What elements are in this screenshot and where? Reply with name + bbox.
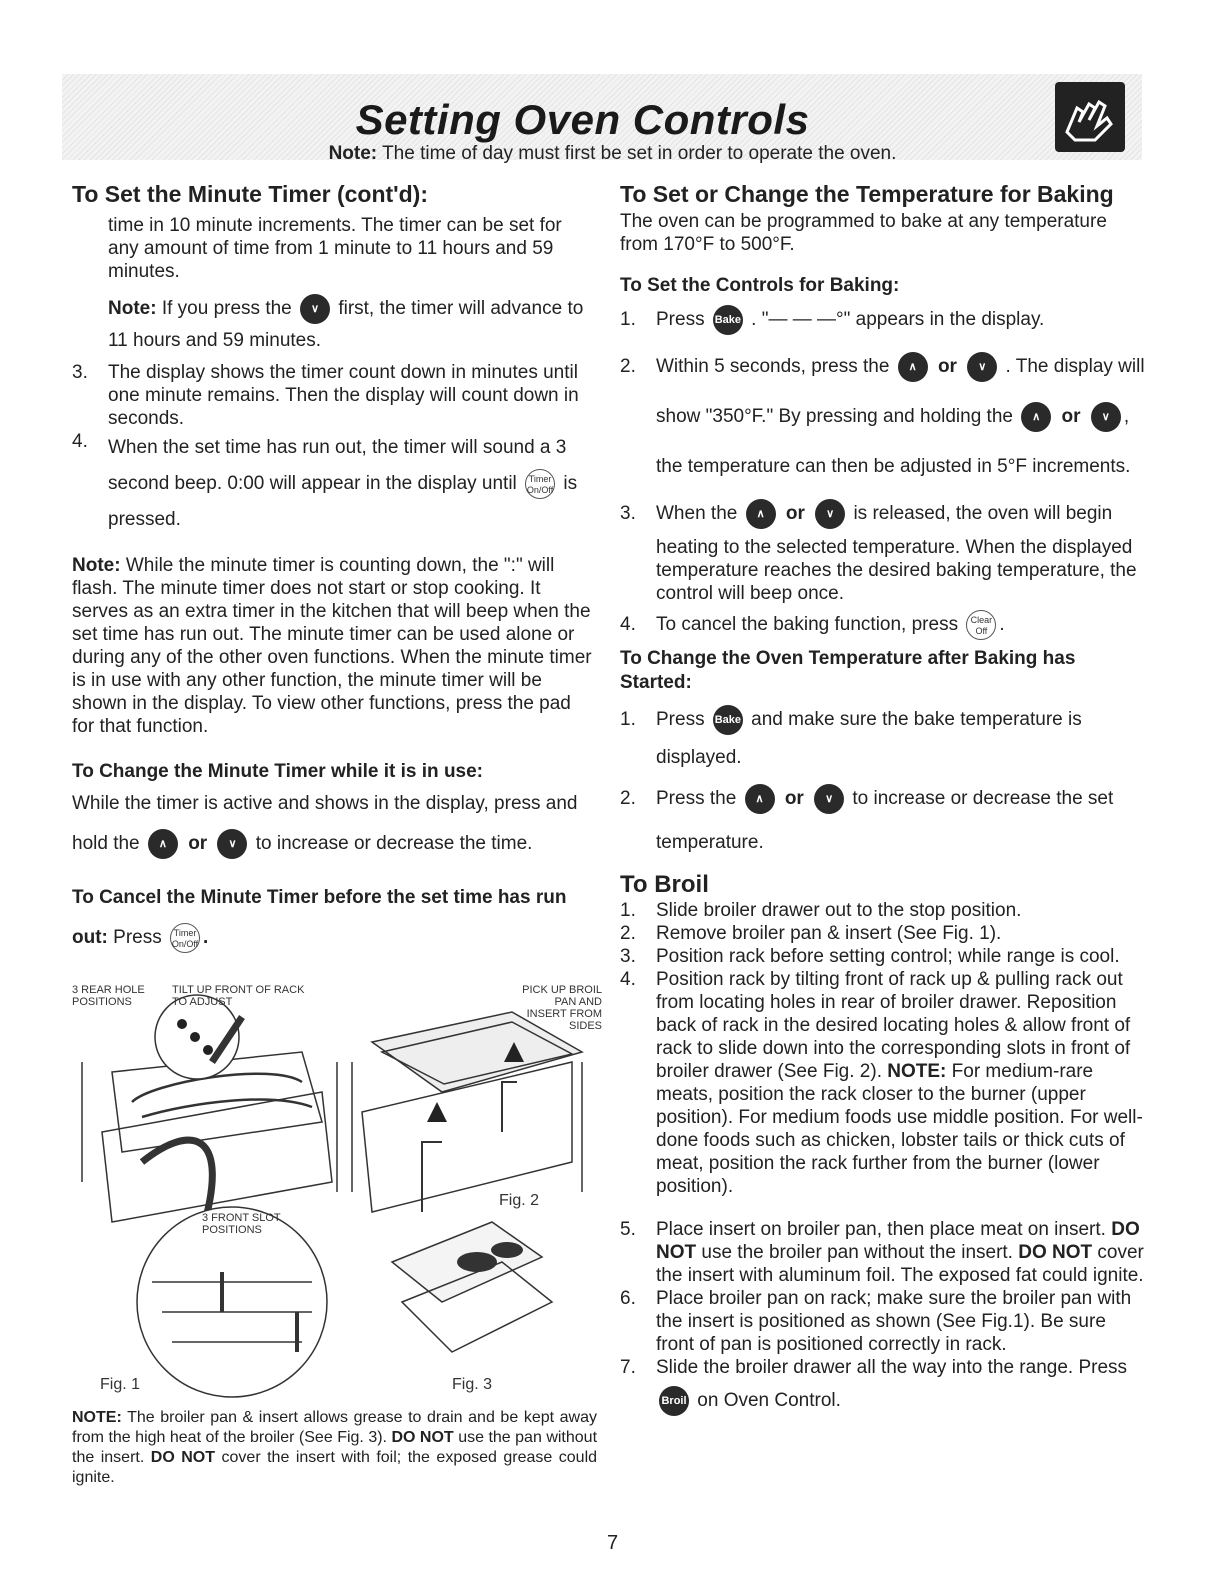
down-arrow-icon: ∨ <box>814 784 844 814</box>
list-item: 4. When the set time has run out, the timer will sound a 3 second beep. 0:00 will appear in the display until Timer On/Off is pressed. <box>72 431 578 530</box>
heading-change-oven-temp: To Change the Oven Temperature after Baking has Started: <box>620 648 1076 693</box>
heading-cancel-timer: To Cancel the Minute Timer before the set time has run out: Press Timer On/Off . <box>72 878 592 958</box>
page-number: 7 <box>606 1532 619 1554</box>
broil-button-icon: Broil <box>659 1386 689 1416</box>
heading-baking-temp: To Set or Change the Temperature for Baking <box>620 181 1114 207</box>
right-column <box>620 180 1145 1423</box>
down-arrow-icon: ∨ <box>300 294 330 324</box>
list-item: 6. Place broiler pan on rack; make sure the broiler pan with the insert is positioned as shown (See Fig.1). Be sure front of pan is positioned correctly in rack. <box>620 1288 1132 1355</box>
list-item: 3. Position rack before setting control; while range is cool. <box>620 946 1120 967</box>
down-arrow-icon: ∨ <box>1091 402 1121 432</box>
broiler-footnote: NOTE: The broiler pan & insert allows grease to drain and be kept away from the high heat of the broiler (See Fig. 3). DO NOT use the pan without the insert. DO NOT cover the insert with foil; the exposed grease could ignite. <box>72 1409 598 1486</box>
timer-on-off-button-icon: Timer On/Off <box>525 469 555 499</box>
hands-icon <box>1055 82 1125 152</box>
fig-3-label: Fig. 3 <box>452 1376 493 1393</box>
list-item: 2. Press the ∧ or ∨ to increase or decrease the set temperature. <box>620 777 1145 865</box>
label-front-slots: 3 FRONT SLOT POSITIONS <box>202 1212 281 1236</box>
up-arrow-icon: ∧ <box>148 829 178 859</box>
change-timer-text: While the timer is active and shows in the display, press and hold the ∧ or ∨ to increase or decrease the time. <box>72 784 592 864</box>
bake-button-icon: Bake <box>713 705 743 735</box>
list-item: 5. Place insert on broiler pan, then place meat on insert. DO NOT use the broiler pan without the insert. DO NOT cover the insert with aluminum foil. The exposed fat could ignite. <box>620 1219 1144 1286</box>
heading-minute-timer: To Set the Minute Timer (cont'd): <box>72 181 428 207</box>
timer-paragraph: time in 10 minute increments. The timer can be set for any amount of time from 1 minute to 11 hours and 59 minutes. <box>108 215 562 282</box>
up-arrow-icon: ∧ <box>1021 402 1051 432</box>
list-item: 2. Remove broiler pan & insert (See Fig. 1). <box>620 923 1002 944</box>
baking-temp-text: The oven can be programmed to bake at any temperature from 170°F to 500°F. <box>620 211 1107 255</box>
heading-change-timer: To Change the Minute Timer while it is in use: <box>72 761 484 782</box>
list-item: 3. The display shows the timer count down in minutes until one minute remains. Then the display will count down in seconds. <box>72 362 579 429</box>
list-item: 4. Position rack by tilting front of rack up & pulling rack out from locating holes in rear of broiler drawer. Reposition back of rack in the desired locating holes & allow front of rack to slide down into the corresponding slots in front of broiler drawer (See Fig. 2). NOTE: For medium-rare meats, position the rack closer to the burner (upper position). For medium foods use middle position. For well-done foods such as chicken, lobster tails or thick cuts of meat, position the rack further from the burner (lower position). <box>620 969 1143 1197</box>
timer-on-off-button-icon: Timer On/Off <box>170 923 200 953</box>
up-arrow-icon: ∧ <box>745 784 775 814</box>
broiler-figures <box>72 982 602 1402</box>
heading-set-controls: To Set the Controls for Baking: <box>620 275 900 296</box>
list-item: 1. Slide broiler drawer out to the stop position. <box>620 900 1022 921</box>
down-arrow-icon: ∨ <box>217 829 247 859</box>
label-pick-up-pan: PICK UP BROIL PAN AND INSERT FROM SIDES <box>522 984 602 1032</box>
list-item: 2. Within 5 seconds, press the ∧ or ∨ . The display will show "350°F." By pressing and holding the ∧ or ∨ , the temperature can then be adjusted in 5°F increments. <box>620 342 1145 492</box>
header-note: Note: The time of day must first be set in order to operate the oven. <box>328 143 897 164</box>
page-title: Setting Oven Controls <box>355 96 810 143</box>
fig-1-label: Fig. 1 <box>100 1376 141 1393</box>
left-column <box>72 180 592 958</box>
fig-2-label: Fig. 2 <box>499 1192 540 1209</box>
down-arrow-icon: ∨ <box>967 352 997 382</box>
down-arrow-icon: ∨ <box>815 499 845 529</box>
list-item: 1. Press Bake and make sure the bake temperature is displayed. <box>620 701 1145 777</box>
clear-off-button-icon: Clear Off <box>966 610 996 640</box>
heading-to-broil: To Broil <box>620 871 709 898</box>
label-rear-holes: 3 REAR HOLE POSITIONS <box>72 984 145 1008</box>
label-tilt-rack: TILT UP FRONT OF RACK TO ADJUST <box>172 984 305 1008</box>
list-item: 7. Slide the broiler drawer all the way into the range. Press Broil on Oven Control. <box>620 1356 1145 1423</box>
list-item: 4. To cancel the baking function, press Clear Off . <box>620 605 1145 645</box>
minute-timer-note: Note: While the minute timer is counting down, the ":" will flash. The minute timer does not start or stop cooking. It serves as an extra timer in the kitchen that will beep when the set time has run out. The minute timer can be used alone or during any of the other oven functions. When the minute timer is in use with any other function, the minute timer will be shown in the display. To view other functions, press the pad for that function. <box>72 555 592 737</box>
up-arrow-icon: ∧ <box>898 352 928 382</box>
timer-note: Note: If you press the ∨ first, the timer will advance to 11 hours and 59 minutes. <box>72 293 592 357</box>
list-item: 1. Press Bake . "— — —°" appears in the display. <box>620 298 1145 342</box>
list-item: 3. When the ∧ or ∨ is released, the oven will begin heating to the selected temperature. When the displayed temperature reaches the desired baking temperature, the control will beep once. <box>620 492 1145 605</box>
bake-button-icon: Bake <box>713 305 743 335</box>
up-arrow-icon: ∧ <box>746 499 776 529</box>
